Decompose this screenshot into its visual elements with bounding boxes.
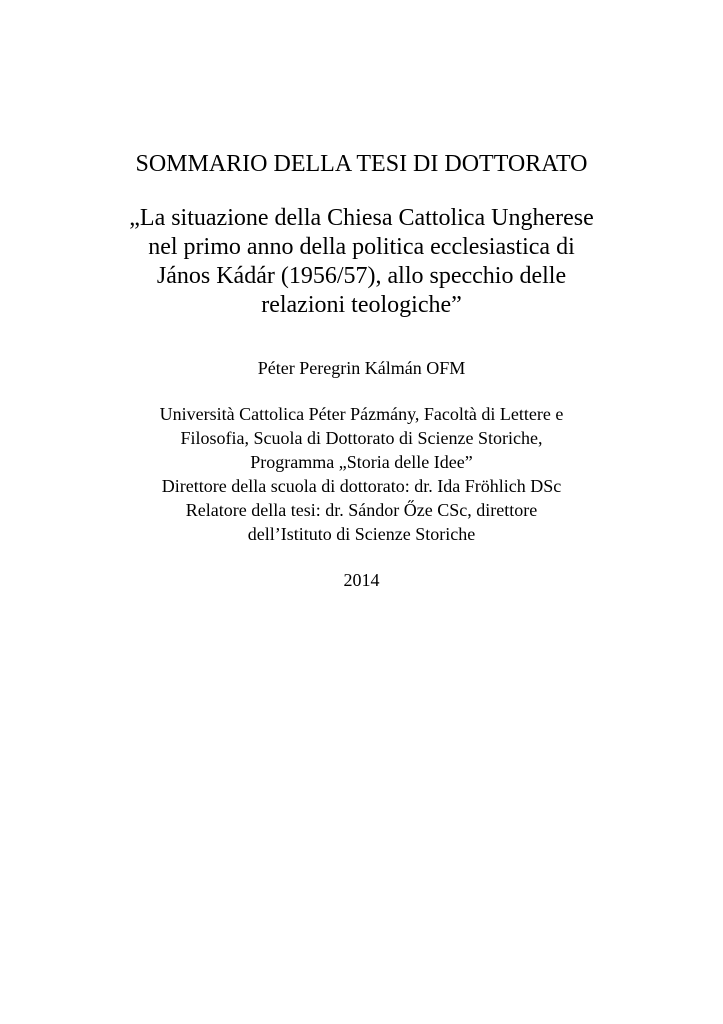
author-name: Péter Peregrin Kálmán OFM: [257, 358, 466, 378]
affiliation-line: dell’Istituto di Scienze Storiche: [247, 524, 476, 544]
thesis-title-line: nel primo anno della politica ecclesiastica di: [148, 234, 575, 260]
year: 2014: [343, 570, 380, 590]
affiliation-line: Università Cattolica Péter Pázmány, Facoltà di Lettere e: [159, 404, 564, 424]
thesis-title-line: „La situazione della Chiesa Cattolica Ungherese: [129, 205, 594, 231]
affiliation-line: Direttore della scuola di dottorato: dr. Ida Fröhlich DSc: [161, 476, 562, 496]
document-heading: SOMMARIO DELLA TESI DI DOTTORATO: [135, 151, 588, 177]
affiliation-line: Filosofia, Scuola di Dottorato di Scienze Storiche,: [180, 428, 543, 448]
affiliation-line: Programma „Storia delle Idee”: [250, 452, 473, 472]
affiliation-line: Relatore della tesi: dr. Sándor Őze CSc, direttore: [185, 500, 538, 520]
thesis-title-line: relazioni teologiche”: [261, 292, 462, 318]
thesis-title-line: János Kádár (1956/57), allo specchio delle: [156, 263, 567, 289]
